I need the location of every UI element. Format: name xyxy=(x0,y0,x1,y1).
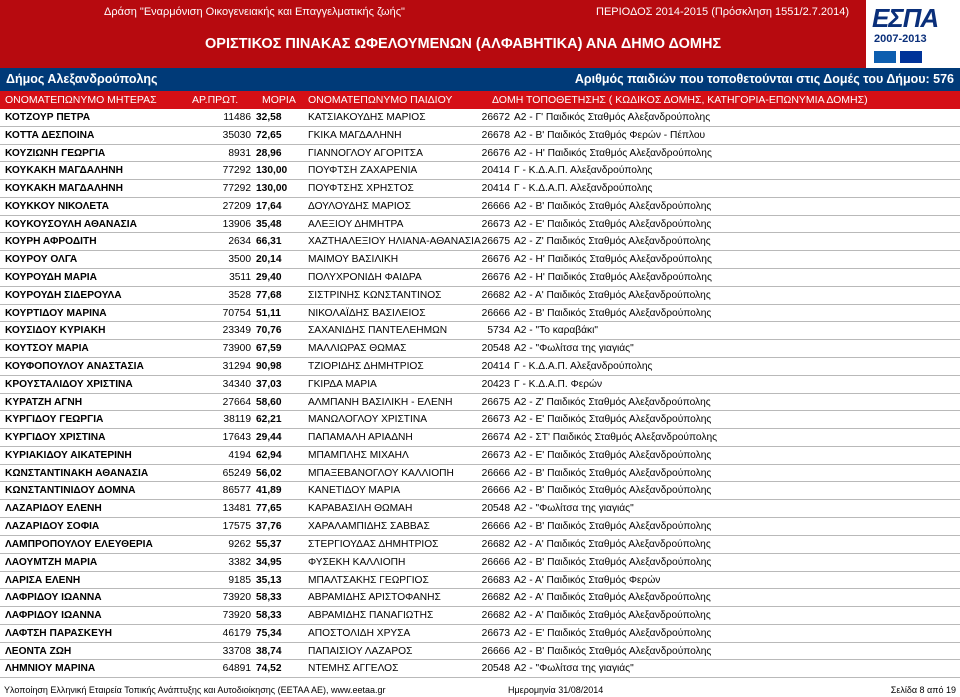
structure-cell xyxy=(480,500,958,518)
child-name: ΜΑΝΩΛΟΓΛΟΥ ΧΡΙΣΤΙΝΑ xyxy=(308,414,427,426)
score-value: 62,21 xyxy=(256,414,282,426)
score-value: 74,52 xyxy=(256,663,282,675)
score-value: 58,60 xyxy=(256,396,282,408)
child-name: ΤΖΙΟΡΙΔΗΣ ΔΗΜΗΤΡΙΟΣ xyxy=(308,361,424,373)
structure-cell xyxy=(480,233,958,251)
structure-cell xyxy=(480,589,958,607)
child-name: ΜΠΑΛΤΣΑΚΗΣ ΓΕΩΡΓΙΟΣ xyxy=(308,574,429,586)
structure-code: 26682 xyxy=(481,538,510,550)
mother-name: ΚΟΥΚΑΚΗ ΜΑΓΔΑΛΗΝΗ xyxy=(5,165,123,177)
child-name: ΚΑΡΑΒΑΣΙΛΗ ΘΩΜΑΗ xyxy=(308,503,413,515)
col-structure-header: ΔΟΜΗ ΤΟΠΟΘΕΤΗΣΗΣ ( ΚΩΔΙΚΟΣ ΔΟΜΗΣ, ΚΑΤΗΓΟΡΙΑ-ΕΠΩΝΥΜΙΑ ΔΟΜΗΣ) xyxy=(492,94,868,106)
table-row xyxy=(0,233,960,251)
structure-code: 26676 xyxy=(481,272,510,283)
structure-code: 20414 xyxy=(481,361,510,373)
municipality-name: Δήμος Αλεξανδρούπολης xyxy=(6,72,158,86)
structure-code: 26666 xyxy=(481,645,510,657)
child-name: ΣΤΕΡΓΙΟΥΔΑΣ ΔΗΜΗΤΡΙΟΣ xyxy=(308,538,439,550)
score-value: 67,59 xyxy=(256,343,282,355)
structure-cell xyxy=(480,198,958,216)
table-row xyxy=(0,340,960,358)
protocol-number: 73920 xyxy=(222,610,251,622)
structure-cell xyxy=(480,305,958,323)
mother-name: ΚΟΥΚΑΚΗ ΜΑΓΔΑΛΗΝΗ xyxy=(5,183,123,195)
protocol-number: 9262 xyxy=(228,538,251,550)
child-name: ΜΠΑΞΕΒΑΝΟΓΛΟΥ ΚΑΛΛΙΟΠΗ xyxy=(308,467,454,479)
child-name: ΝΤΕΜΗΣ ΑΓΓΕΛΟΣ xyxy=(308,663,399,675)
structure-cell xyxy=(480,625,958,643)
structure-cell xyxy=(480,482,958,500)
protocol-number: 3382 xyxy=(228,556,251,568)
col-protocol-header: ΑΡ.ΠΡΩΤ. xyxy=(192,94,239,106)
structure-cell xyxy=(480,322,958,340)
score-value: 77,65 xyxy=(256,503,282,515)
structure-code: 26683 xyxy=(481,574,510,586)
protocol-number: 77292 xyxy=(222,183,251,195)
child-name: ΠΑΠΑΙΣΙΟΥ ΛΑΖΑΡΟΣ xyxy=(308,645,413,657)
structure-code: 26666 xyxy=(481,307,510,319)
structure-cell xyxy=(480,429,958,447)
protocol-number: 17575 xyxy=(222,521,251,533)
score-value: 34,95 xyxy=(256,556,282,568)
table-row xyxy=(0,251,960,269)
table-row xyxy=(0,322,960,340)
structure-name: Α2 - Β' Παιδικός Σταθμός Αλεξανδρούπολης xyxy=(514,521,712,533)
child-name: ΑΒΡΑΜΙΔΗΣ ΠΑΝΑΓΙΩΤΗΣ xyxy=(308,610,434,622)
structure-code: 26678 xyxy=(481,129,510,141)
child-name: ΓΚΙΚΑ ΜΑΓΔΑΛΗΝΗ xyxy=(308,129,402,141)
structure-name: Α2 - Β' Παιδικός Σταθμός Αλεξανδρούπολης xyxy=(514,485,712,497)
espa-logo-years: 2007-2013 xyxy=(874,33,927,45)
child-name: ΔΟΥΛΟΥΔΗΣ ΜΑΡΙΟΣ xyxy=(308,200,411,212)
score-value: 37,03 xyxy=(256,378,282,390)
structure-name: Α2 - "Το καραβάκι" xyxy=(514,325,598,337)
children-count-label: Αριθμός παιδιών που τοποθετούνται στις Δομές του Δήμου: 576 xyxy=(574,72,954,86)
mother-name: ΛΑΖΑΡΙΔΟΥ ΕΛΕΝΗ xyxy=(5,503,102,515)
document-title: ΟΡΙΣΤΙΚΟΣ ΠΙΝΑΚΑΣ ΩΦΕΛΟΥΜΕΝΩΝ (ΑΛΦΑΒΗΤΙΚΑ) ΑΝΑ ΔΗΜΟ ΔΟΜΗΣ xyxy=(205,36,722,52)
table-row xyxy=(0,145,960,163)
protocol-number: 23349 xyxy=(222,325,251,337)
score-value: 29,40 xyxy=(256,272,282,283)
table-row xyxy=(0,589,960,607)
mother-name: ΚΟΥΚΚΟΥ ΝΙΚΟΛΕΤΑ xyxy=(5,200,109,212)
structure-cell xyxy=(480,411,958,429)
table-row xyxy=(0,109,960,127)
structure-cell xyxy=(480,394,958,412)
structure-name: Α2 - "Φωλίτσα της γιαγιάς" xyxy=(514,663,634,675)
greek-flag-icon xyxy=(874,51,896,63)
table-row xyxy=(0,287,960,305)
protocol-number: 27664 xyxy=(222,396,251,408)
structure-name: Α2 - Ε' Παιδικός Σταθμός Αλεξανδρούπολης xyxy=(514,218,712,230)
protocol-number: 8931 xyxy=(228,147,251,159)
structure-name: Α2 - "Φωλίτσα της γιαγιάς" xyxy=(514,503,634,515)
municipality-bar xyxy=(0,68,960,91)
structure-cell xyxy=(480,465,958,483)
child-name: ΝΙΚΟΛΑΪΔΗΣ ΒΑΣΙΛΕΙΟΣ xyxy=(308,307,426,319)
structure-name: Α2 - Η' Παιδικός Σταθμός Αλεξανδρούπολης xyxy=(514,147,712,159)
structure-code: 26676 xyxy=(481,254,510,266)
structure-code: 20414 xyxy=(481,165,510,177)
protocol-number: 70754 xyxy=(222,307,251,319)
child-name: ΠΟΥΦΤΣΗΣ ΧΡΗΣΤΟΣ xyxy=(308,183,414,195)
child-name: ΣΑΧΑΝΙΔΗΣ ΠΑΝΤΕΛΕΗΜΩΝ xyxy=(308,325,448,337)
structure-code: 26675 xyxy=(481,236,510,248)
score-value: 58,33 xyxy=(256,610,282,622)
table-row xyxy=(0,305,960,323)
structure-cell xyxy=(480,269,958,287)
structure-code: 26666 xyxy=(481,200,510,212)
mother-name: ΛΗΜΝΙΟΥ ΜΑΡΙΝΑ xyxy=(5,663,96,675)
score-value: 58,33 xyxy=(256,592,282,604)
structure-cell xyxy=(480,358,958,376)
score-value: 70,76 xyxy=(256,325,282,337)
beneficiaries-table xyxy=(0,109,960,678)
mother-name: ΚΟΥΡΗ ΑΦΡΟΔΙΤΗ xyxy=(5,236,97,248)
child-name: ΧΑΡΑΛΑΜΠΙΔΗΣ ΣΑΒΒΑΣ xyxy=(308,521,430,533)
protocol-number: 73900 xyxy=(222,343,251,355)
protocol-number: 77292 xyxy=(222,165,251,177)
protocol-number: 27209 xyxy=(222,200,251,212)
structure-code: 26666 xyxy=(481,467,510,479)
child-name: ΑΛΕΞΙΟΥ ΔΗΜΗΤΡΑ xyxy=(308,218,404,230)
table-row xyxy=(0,162,960,180)
score-value: 66,31 xyxy=(256,236,282,248)
table-row xyxy=(0,376,960,394)
structure-name: Α2 - Β' Παιδικός Σταθμός Αλεξανδρούπολης xyxy=(514,556,712,568)
mother-name: ΚΥΡΙΑΚΙΔΟΥ ΑΙΚΑΤΕΡΙΝΗ xyxy=(5,449,132,461)
mother-name: ΚΟΤΖΟΥΡ ΠΕΤΡΑ xyxy=(5,112,91,123)
page-footer xyxy=(0,684,960,697)
child-name: ΑΛΜΠΑΝΗ ΒΑΣΙΛΙΚΗ - ΕΛΕΝΗ xyxy=(308,396,453,408)
structure-code: 26672 xyxy=(481,112,510,123)
mother-name: ΚΡΟΥΣΤΑΛΙΔΟΥ ΧΡΙΣΤΙΝΑ xyxy=(5,378,133,390)
structure-name: Α2 - Ε' Παιδικός Σταθμός Αλεξανδρούπολης xyxy=(514,449,712,461)
protocol-number: 11486 xyxy=(223,112,251,123)
child-name: ΚΑΝΕΤΙΔΟΥ ΜΑΡΙΑ xyxy=(308,485,401,497)
table-row xyxy=(0,198,960,216)
protocol-number: 35030 xyxy=(222,129,251,141)
structure-name: Α2 - Β' Παιδικός Σταθμός Αλεξανδρούπολης xyxy=(514,645,712,657)
score-value: 20,14 xyxy=(256,254,282,266)
score-value: 32,58 xyxy=(256,112,282,123)
table-row xyxy=(0,180,960,198)
structure-code: 26666 xyxy=(481,485,510,497)
structure-cell xyxy=(480,251,958,269)
structure-cell xyxy=(480,162,958,180)
structure-code: 26682 xyxy=(481,592,510,604)
score-value: 29,44 xyxy=(256,432,282,444)
structure-name: Γ - Κ.Δ.Α.Π. Αλεξανδρούπολης xyxy=(514,183,653,195)
protocol-number: 86577 xyxy=(222,485,251,497)
mother-name: ΚΟΥΤΣΟΥ ΜΑΡΙΑ xyxy=(5,343,89,355)
child-name: ΠΑΠΑΜΑΛΗ ΑΡΙΑΔΝΗ xyxy=(308,432,413,444)
protocol-number: 31294 xyxy=(222,361,251,373)
score-value: 51,11 xyxy=(256,307,281,319)
structure-name: Α2 - Α' Παιδικός Σταθμός Αλεξανδρούπολης xyxy=(514,610,711,622)
score-value: 75,34 xyxy=(256,627,282,639)
mother-name: ΚΟΥΣΙΔΟΥ ΚΥΡΙΑΚΗ xyxy=(5,325,106,337)
logo-divider xyxy=(860,0,866,68)
structure-code: 26676 xyxy=(481,147,510,159)
footer-date: Ημερομηνία 31/08/2014 xyxy=(508,685,604,695)
structure-cell xyxy=(480,145,958,163)
mother-name: ΛΑΟΥΜΤΖΗ ΜΑΡΙΑ xyxy=(5,556,98,568)
protocol-number: 17643 xyxy=(222,432,251,444)
structure-name: Α2 - Γ' Παιδικός Σταθμός Αλεξανδρούπολης xyxy=(514,112,711,123)
structure-cell xyxy=(480,643,958,661)
score-value: 28,96 xyxy=(256,147,282,159)
structure-cell xyxy=(480,536,958,554)
period-label: ΠΕΡΙΟΔΟΣ 2014-2015 (Πρόσκληση 1551/2.7.2014) xyxy=(596,6,850,18)
structure-name: Α2 - Β' Παιδικός Σταθμός Αλεξανδρούπολης xyxy=(514,467,712,479)
child-name: ΜΑΙΜΟΥ ΒΑΣΙΛΙΚΗ xyxy=(308,254,399,266)
structure-code: 26666 xyxy=(481,556,510,568)
structure-name: Α2 - Η' Παιδικός Σταθμός Αλεξανδρούπολης xyxy=(514,254,712,266)
col-child-header: ΟΝΟΜΑΤΕΠΩΝΥΜΟ ΠΑΙΔΙΟΥ xyxy=(308,94,453,106)
score-value: 37,76 xyxy=(256,521,282,533)
structure-name: Α2 - Β' Παιδικός Σταθμός Φερών - Πέπλου xyxy=(514,129,706,141)
table-row xyxy=(0,465,960,483)
eu-flag-icon xyxy=(900,51,922,63)
espa-logo-text: ΕΣΠΑ xyxy=(872,3,939,33)
table-row xyxy=(0,572,960,590)
score-value: 72,65 xyxy=(256,129,282,141)
protocol-number: 13481 xyxy=(222,503,251,515)
structure-code: 20548 xyxy=(481,343,510,355)
table-row xyxy=(0,411,960,429)
structure-code: 26673 xyxy=(481,414,510,426)
mother-name: ΛΑΡΙΣΑ ΕΛΕΝΗ xyxy=(5,574,81,586)
table-row xyxy=(0,482,960,500)
table-row xyxy=(0,625,960,643)
table-row xyxy=(0,216,960,234)
mother-name: ΛΕΟΝΤΑ ΖΩΗ xyxy=(5,645,72,657)
protocol-number: 33708 xyxy=(222,645,251,657)
mother-name: ΚΟΥΡΟΥΔΗ ΜΑΡΙΑ xyxy=(5,272,97,283)
child-name: ΑΒΡΑΜΙΔΗΣ ΑΡΙΣΤΟΦΑΝΗΣ xyxy=(308,592,441,604)
structure-cell xyxy=(480,127,958,145)
table-row xyxy=(0,518,960,536)
protocol-number: 3500 xyxy=(228,254,251,266)
child-name: ΠΟΥΦΤΣΗ ΖΑΧΑΡΕΝΙΑ xyxy=(308,165,418,177)
structure-cell xyxy=(480,287,958,305)
child-name: ΧΑΖΤΗΑΛΕΞΙΟΥ ΗΛΙΑΝΑ-ΑΘΑΝΑΣΙΑ xyxy=(308,236,481,248)
mother-name: ΚΥΡΑΤΖΗ ΑΓΝΗ xyxy=(5,396,83,408)
structure-code: 20548 xyxy=(481,663,510,675)
table-row xyxy=(0,607,960,625)
structure-name: Γ - Κ.Δ.Α.Π. Αλεξανδρούπολης xyxy=(514,361,653,373)
espa-logo xyxy=(860,0,960,68)
structure-name: Α2 - Β' Παιδικός Σταθμός Αλεξανδρούπολης xyxy=(514,307,712,319)
structure-code: 5734 xyxy=(487,325,510,337)
mother-name: ΚΟΤΤΑ ΔΕΣΠΟΙΝΑ xyxy=(5,129,95,141)
score-value: 77,68 xyxy=(256,289,282,301)
structure-cell xyxy=(480,518,958,536)
col-score-header: ΜΟΡΙΑ xyxy=(262,94,296,106)
score-value: 130,00 xyxy=(256,165,288,177)
structure-name: Α2 - Β' Παιδικός Σταθμός Αλεξανδρούπολης xyxy=(514,200,712,212)
protocol-number: 38119 xyxy=(223,414,251,426)
mother-name: ΚΩΝΣΤΑΝΤΙΝΙΔΟΥ ΔΟΜΝΑ xyxy=(5,485,136,497)
structure-name: Α2 - "Φωλίτσα της γιαγιάς" xyxy=(514,343,634,355)
structure-name: Α2 - Ζ' Παιδικός Σταθμός Αλεξανδρούπολης xyxy=(514,396,711,408)
table-row xyxy=(0,394,960,412)
structure-name: Α2 - Α' Παιδικός Σταθμός Αλεξανδρούπολης xyxy=(514,289,711,301)
mother-name: ΚΟΥΡΟΥ ΟΛΓΑ xyxy=(5,254,78,266)
table-row xyxy=(0,127,960,145)
structure-code: 20414 xyxy=(481,183,510,195)
mother-name: ΛΑΦΡΙΔΟΥ ΙΩΑΝΝΑ xyxy=(5,592,102,604)
structure-name: Α2 - Ε' Παιδικός Σταθμός Αλεξανδρούπολης xyxy=(514,627,712,639)
protocol-number: 73920 xyxy=(222,592,251,604)
structure-cell xyxy=(480,660,958,678)
mother-name: ΛΑΦΤΣΗ ΠΑΡΑΣΚΕΥΗ xyxy=(5,627,113,639)
structure-code: 26673 xyxy=(481,627,510,639)
structure-name: Α2 - Η' Παιδικός Σταθμός Αλεξανδρούπολης xyxy=(514,272,712,283)
structure-name: Α2 - Α' Παιδικός Σταθμός Φερών xyxy=(514,574,661,586)
protocol-number: 13906 xyxy=(222,218,251,230)
structure-name: Α2 - Ε' Παιδικός Σταθμός Αλεξανδρούπολης xyxy=(514,414,712,426)
flags-icon xyxy=(874,50,954,62)
child-name: ΓΚΙΡΔΑ ΜΑΡΙΑ xyxy=(308,378,377,390)
score-value: 55,37 xyxy=(256,538,282,550)
structure-code: 26682 xyxy=(481,289,510,301)
structure-code: 26673 xyxy=(481,449,510,461)
structure-code: 26675 xyxy=(481,396,510,408)
score-value: 38,74 xyxy=(256,645,282,657)
mother-name: ΚΥΡΓΙΔΟΥ ΓΕΩΡΓΙΑ xyxy=(5,414,104,426)
program-title: Δράση "Εναρμόνιση Οικογενειακής και Επαγγελματικής ζωής" xyxy=(104,6,405,18)
mother-name: ΛΑΖΑΡΙΔΟΥ ΣΟΦΙΑ xyxy=(5,521,100,533)
score-value: 41,89 xyxy=(256,485,282,497)
table-row xyxy=(0,554,960,572)
protocol-number: 9185 xyxy=(228,574,251,586)
structure-cell xyxy=(480,340,958,358)
table-row xyxy=(0,358,960,376)
child-name: ΣΙΣΤΡΙΝΗΣ ΚΩΝΣΤΑΝΤΙΝΟΣ xyxy=(308,289,442,301)
mother-name: ΚΟΥΚΟΥΣΟΥΛΗ ΑΘΑΝΑΣΙΑ xyxy=(5,218,137,230)
structure-name: Α2 - Α' Παιδικός Σταθμός Αλεξανδρούπολης xyxy=(514,592,711,604)
structure-code: 20548 xyxy=(481,503,510,515)
structure-cell xyxy=(480,376,958,394)
col-mother-header: ΟΝΟΜΑΤΕΠΩΝΥΜΟ ΜΗΤΕΡΑΣ xyxy=(5,94,157,106)
structure-name: Γ - Κ.Δ.Α.Π. Αλεξανδρούπολης xyxy=(514,165,653,177)
structure-code: 26673 xyxy=(481,218,510,230)
score-value: 56,02 xyxy=(256,467,282,479)
protocol-number: 64891 xyxy=(222,663,251,675)
child-name: ΦΥΣΕΚΗ ΚΑΛΛΙΟΠΗ xyxy=(308,556,406,568)
structure-cell xyxy=(480,180,958,198)
footer-implementer: Υλοποίηση Ελληνική Εταιρεία Τοπικής Ανάπτυξης και Αυτοδιοίκησης (ΕΕΤΑΑ ΑΕ), www.eetaa.gr xyxy=(4,685,386,695)
mother-name: ΛΑΦΡΙΔΟΥ ΙΩΑΝΝΑ xyxy=(5,610,102,622)
structure-cell xyxy=(480,554,958,572)
structure-cell xyxy=(480,572,958,590)
mother-name: ΚΟΥΦΟΠΟΥΛΟΥ ΑΝΑΣΤΑΣΙΑ xyxy=(5,361,144,373)
score-value: 17,64 xyxy=(256,200,282,212)
footer-page-number: Σελίδα 8 από 19 xyxy=(890,685,956,695)
protocol-number: 3511 xyxy=(229,272,251,283)
score-value: 90,98 xyxy=(256,361,282,373)
protocol-number: 34340 xyxy=(222,378,251,390)
protocol-number: 3528 xyxy=(228,289,251,301)
mother-name: ΚΟΥΖΙΩΝΗ ΓΕΩΡΓΙΑ xyxy=(5,147,106,159)
protocol-number: 2634 xyxy=(228,236,251,248)
mother-name: ΚΩΝΣΤΑΝΤΙΝΑΚΗ ΑΘΑΝΑΣΙΑ xyxy=(5,467,149,479)
score-value: 35,13 xyxy=(256,574,282,586)
structure-cell xyxy=(480,109,958,127)
mother-name: ΚΥΡΓΙΔΟΥ ΧΡΙΣΤΙΝΑ xyxy=(5,432,106,444)
structure-cell xyxy=(480,216,958,234)
mother-name: ΛΑΜΠΡΟΠΟΥΛΟΥ ΕΛΕΥΘΕΡΙΑ xyxy=(5,538,153,550)
child-name: ΑΠΟΣΤΟΛΙΔΗ ΧΡΥΣΑ xyxy=(308,627,411,639)
table-row xyxy=(0,500,960,518)
table-header xyxy=(0,91,960,109)
protocol-number: 46179 xyxy=(222,627,251,639)
structure-cell xyxy=(480,447,958,465)
structure-name: Α2 - Α' Παιδικός Σταθμός Αλεξανδρούπολης xyxy=(514,538,711,550)
protocol-number: 4194 xyxy=(228,449,251,461)
table-row xyxy=(0,660,960,678)
structure-name: Α2 - ΣΤ' Παιδικός Σταθμός Αλεξανδρούπολης xyxy=(514,432,718,444)
structure-cell xyxy=(480,607,958,625)
structure-name: Γ - Κ.Δ.Α.Π. Φερών xyxy=(514,378,603,390)
table-row xyxy=(0,429,960,447)
child-name: ΜΑΛΛΙΩΡΑΣ ΘΩΜΑΣ xyxy=(308,343,407,355)
structure-name: Α2 - Ζ' Παιδικός Σταθμός Αλεξανδρούπολης xyxy=(514,236,711,248)
child-name: ΚΑΤΣΙΑΚΟΥΔΗΣ ΜΑΡΙΟΣ xyxy=(308,112,426,123)
protocol-number: 65249 xyxy=(222,467,251,479)
score-value: 62,94 xyxy=(256,449,282,461)
header-banner xyxy=(0,0,860,68)
table-row xyxy=(0,269,960,287)
mother-name: ΚΟΥΡΤΙΔΟΥ ΜΑΡΙΝΑ xyxy=(5,307,107,319)
page-header xyxy=(0,0,960,68)
structure-code: 26674 xyxy=(481,432,510,444)
structure-code: 20423 xyxy=(481,378,510,390)
table-row xyxy=(0,643,960,661)
table-row xyxy=(0,536,960,554)
child-name: ΠΟΛΥΧΡΟΝΙΔΗ ΦΑΙΔΡΑ xyxy=(308,272,422,283)
structure-code: 26682 xyxy=(481,610,510,622)
mother-name: ΚΟΥΡΟΥΔΗ ΣΙΔΕΡΟΥΛΑ xyxy=(5,289,122,301)
child-name: ΓΙΑΝΝΟΓΛΟΥ ΑΓΟΡΙΤΣΑ xyxy=(308,147,423,159)
structure-code: 26666 xyxy=(481,521,510,533)
table-row xyxy=(0,447,960,465)
child-name: ΜΠΑΜΠΛΗΣ ΜΙΧΑΗΛ xyxy=(308,449,409,461)
score-value: 130,00 xyxy=(256,183,288,195)
score-value: 35,48 xyxy=(256,218,282,230)
